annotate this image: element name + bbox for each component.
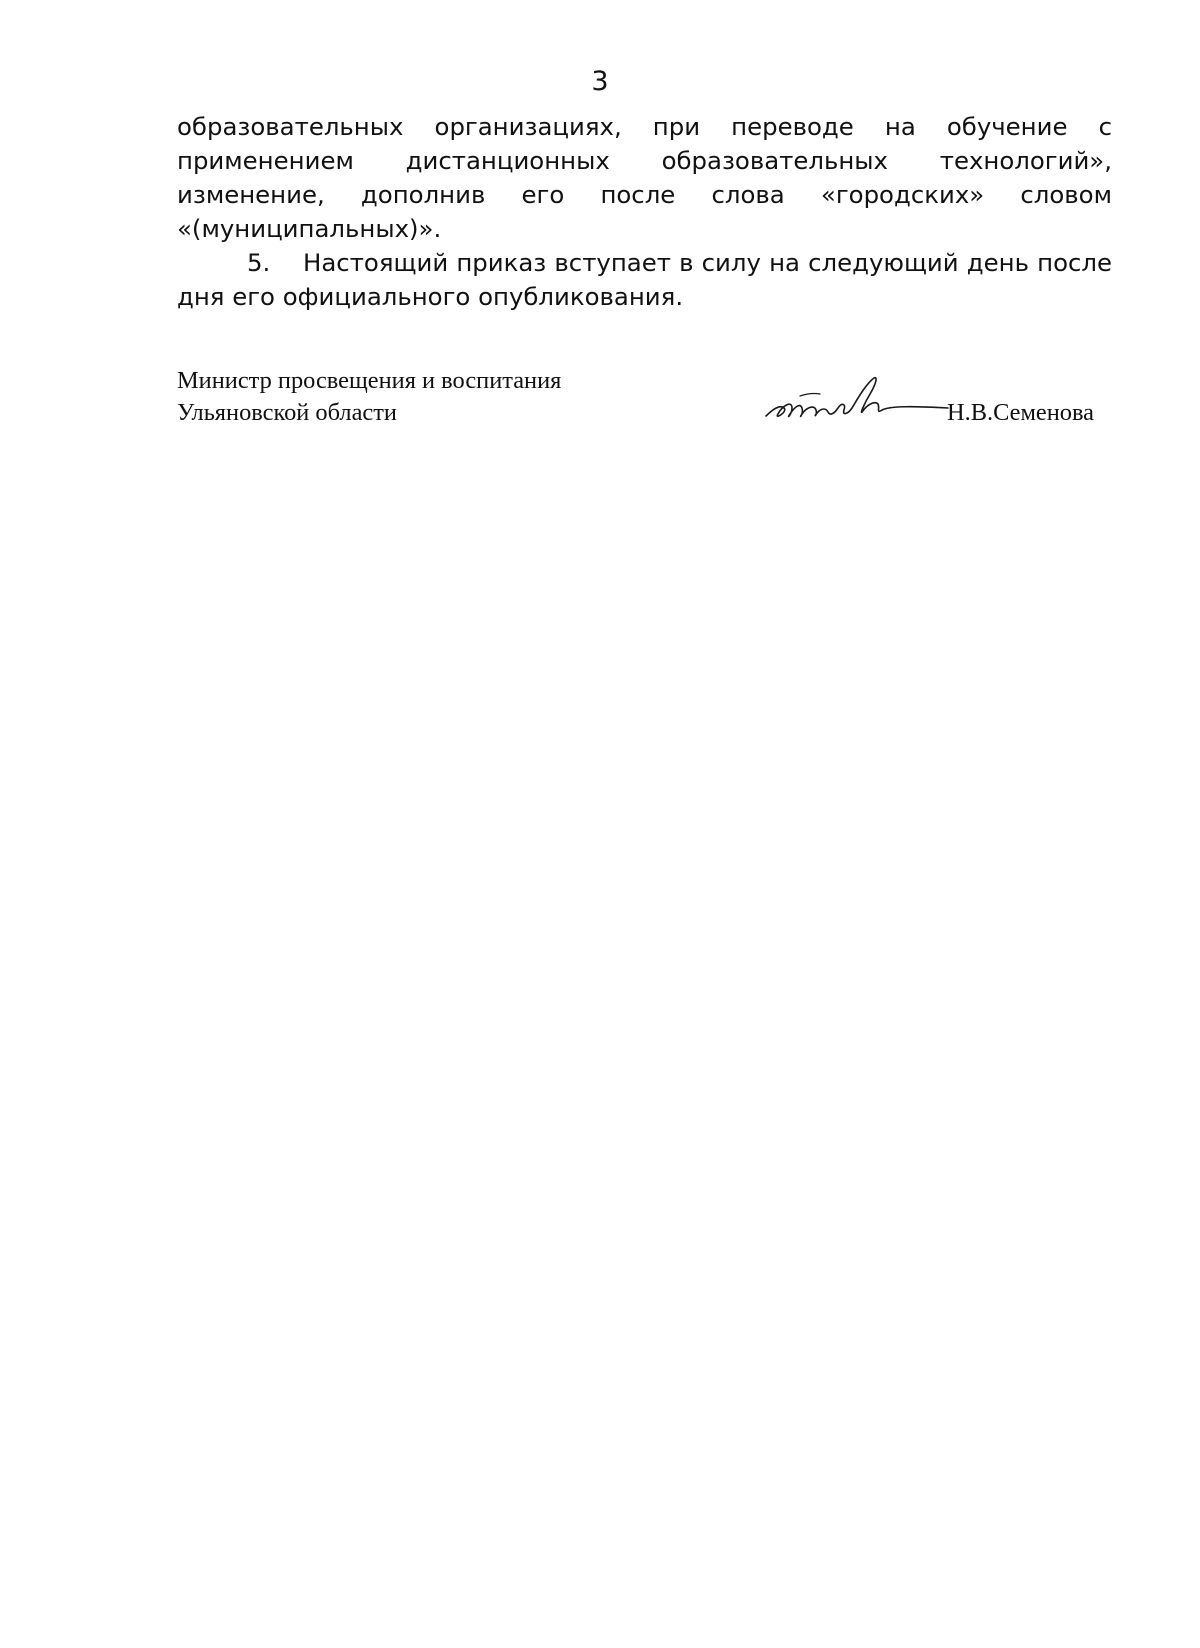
signatory-position-line-2: Ульяновской области [177, 399, 397, 426]
handwritten-signature [762, 374, 950, 434]
signatory-name: Н.В.Семенова [947, 399, 1094, 426]
paragraph-5-number: 5. [247, 248, 271, 277]
document-body [177, 110, 1112, 314]
paragraph-5 [177, 246, 1112, 314]
page-number: 3 [591, 66, 609, 97]
signatory-position-line-1: Министр просвещения и воспитания [177, 367, 562, 394]
paragraph-5-text: Настоящий приказ вступает в силу на следующий день после дня его официального опубликования. [177, 248, 1112, 311]
paragraph-continuation: образовательных организациях, при переводе на обучение с применением дистанционных образовательных технологий», изменение, дополнив его после слова «городских» словом «(муниципальных)». [177, 112, 1112, 243]
signatory-position [177, 365, 561, 429]
